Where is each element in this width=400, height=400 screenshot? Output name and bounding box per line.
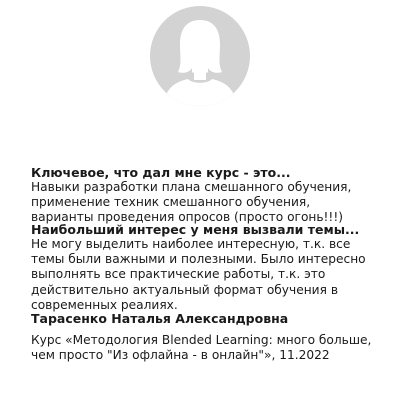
question-block-interesting-topics: [31, 222, 376, 313]
avatar: [150, 6, 250, 106]
question-answer: Не могу выделить наиболее интересную, т.к. все темы были важными и полезными. Было интересно выполнять все практические работы, т.к. это действительно актуальный формат обучения в современных реалиях.: [31, 237, 366, 312]
question-heading: Наибольший интерес у меня вызвали темы...: [31, 222, 360, 237]
question-heading: Ключевое, что дал мне курс - это...: [31, 165, 291, 180]
question-answer: Навыки разработки плана смешанного обучения, применение техник смешанного обучения, варианты проведения опросов (просто огонь!!!): [31, 180, 352, 225]
author-block: [31, 311, 376, 363]
author-name: Тарасенко Наталья Александровна: [31, 311, 289, 326]
question-block-key-takeaway: [31, 165, 376, 226]
user-silhouette-icon: [150, 6, 250, 106]
course-info: Курс «Методология Blended Learning: много больше, чем просто "Из офлайна - в онлайн"», 11.2022: [31, 333, 372, 363]
